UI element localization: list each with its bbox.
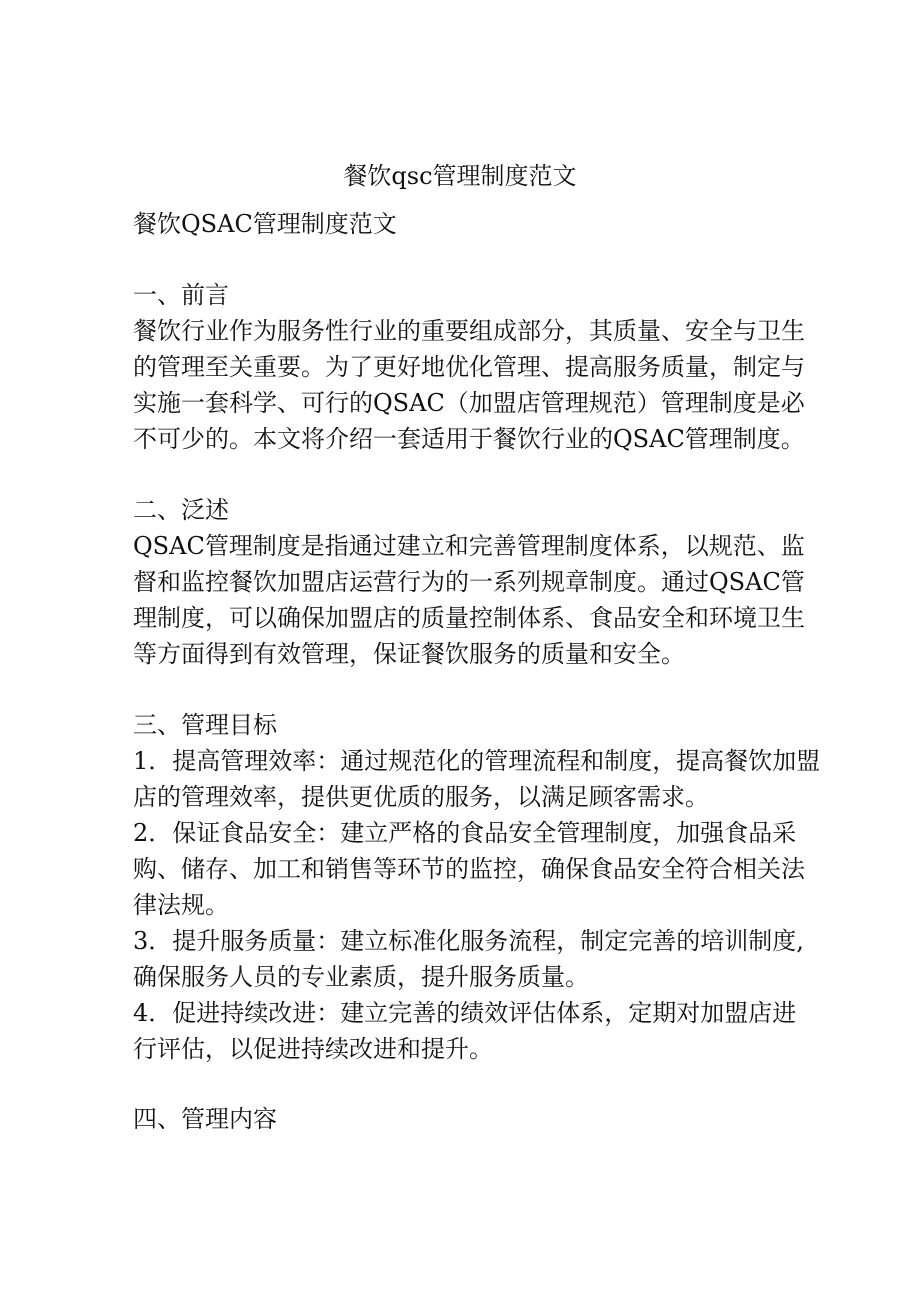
goal-item-line: 店的管理效率，提供更优质的服务，以满足顾客需求。 [133, 783, 709, 811]
section-heading-goals: 三、管理目标 [133, 711, 277, 739]
goal-item-line: 3．提升服务质量：建立标准化服务流程，制定完善的培训制度, [133, 927, 804, 955]
spacer [133, 242, 793, 277]
paragraph-line: 餐饮行业作为服务性行业的重要组成部分，其质量、安全与卫生 [133, 317, 805, 345]
goal-item-line: 1．提高管理效率：通过规范化的管理流程和制度，提高餐饮加盟 [133, 747, 821, 775]
goal-item-line: 行评估，以促进持续改进和提升。 [133, 1035, 493, 1063]
spacer [133, 1067, 793, 1101]
document-body [133, 206, 821, 1137]
paragraph-line: 不可少的。本文将介绍一套适用于餐饮行业的QSAC管理制度。 [133, 425, 805, 453]
section-heading-content: 四、管理内容 [133, 1105, 277, 1133]
document-title: 餐饮qsc管理制度范文 [343, 162, 577, 190]
spacer [133, 457, 793, 492]
paragraph-line: 督和监控餐饮加盟店运营行为的一系列规章制度。通过QSAC管 [133, 568, 805, 596]
paragraph-line: 等方面得到有效管理，保证餐饮服务的质量和安全。 [133, 640, 685, 668]
paragraph-line: 的管理至关重要。为了更好地优化管理、提高服务质量，制定与 [133, 353, 805, 381]
goal-item-line: 2．保证食品安全：建立严格的食品安全管理制度，加强食品采 [133, 819, 797, 847]
paragraph-line: 理制度，可以确保加盟店的质量控制体系、食品安全和环境卫生 [133, 604, 805, 632]
section-heading-preface: 一、前言 [133, 281, 229, 309]
goal-item-line: 购、储存、加工和销售等环节的监控，确保食品安全符合相关法 [133, 855, 805, 883]
paragraph-line: 实施一套科学、可行的QSAC（加盟店管理规范）管理制度是必 [133, 389, 805, 417]
goal-item-line: 4．促进持续改进：建立完善的绩效评估体系，定期对加盟店进 [133, 999, 797, 1027]
goal-item-line: 确保服务人员的专业素质，提升服务质量。 [133, 963, 589, 991]
goal-item-line: 律法规。 [133, 891, 229, 919]
paragraph-line: QSAC管理制度是指通过建立和完善管理制度体系，以规范、监 [133, 532, 805, 560]
document-subtitle: 餐饮QSAC管理制度范文 [133, 210, 397, 238]
section-heading-overview: 二、泛述 [133, 496, 229, 524]
spacer [133, 672, 793, 707]
